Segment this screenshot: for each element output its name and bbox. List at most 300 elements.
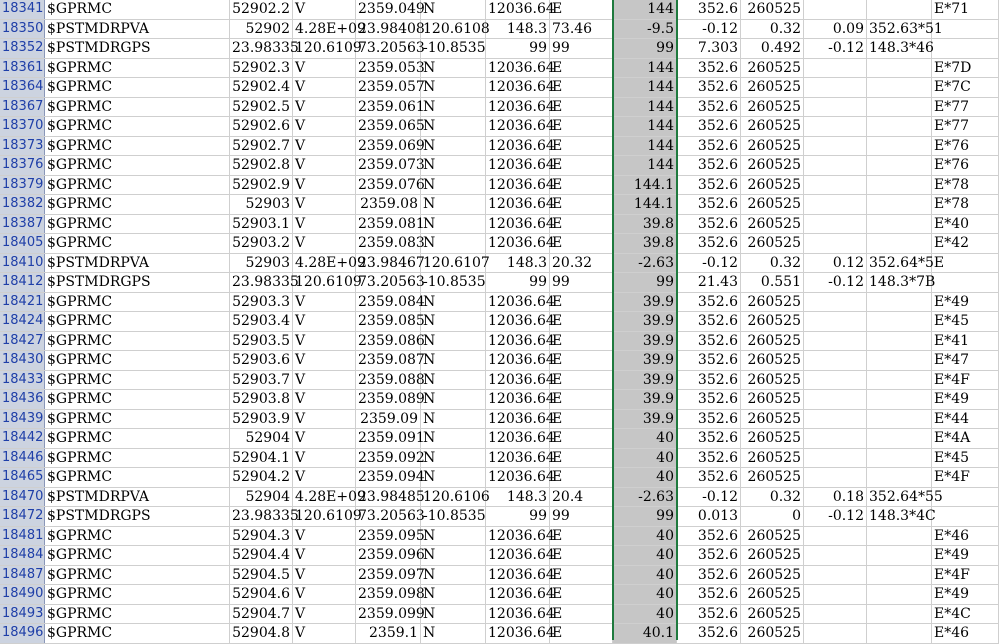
table-cell[interactable]: 260525 xyxy=(741,624,804,643)
table-cell[interactable] xyxy=(804,566,867,585)
table-cell[interactable]: $PSTMDRPVA xyxy=(45,254,230,273)
table-cell[interactable]: 0.18 xyxy=(804,488,867,507)
table-cell[interactable]: 40 xyxy=(613,468,677,487)
row-header[interactable]: 18367 xyxy=(0,98,45,117)
table-cell[interactable]: $PSTMDRGPS xyxy=(45,273,230,292)
table-cell[interactable]: 52904.1 xyxy=(230,449,293,468)
table-cell[interactable]: E*4A xyxy=(932,429,999,448)
table-cell[interactable]: E*46 xyxy=(932,624,999,643)
table-cell[interactable]: E*4C xyxy=(932,605,999,624)
table-cell[interactable]: E xyxy=(550,390,613,409)
table-cell[interactable]: 0.12 xyxy=(804,254,867,273)
table-cell[interactable] xyxy=(804,156,867,175)
table-cell[interactable]: 260525 xyxy=(741,527,804,546)
table-cell[interactable]: 2359.049 xyxy=(358,1,425,17)
table-cell[interactable]: 12036.64 xyxy=(488,586,555,602)
table-cell[interactable]: V xyxy=(293,312,356,331)
table-cell[interactable] xyxy=(867,624,932,643)
table-cell[interactable]: V xyxy=(293,137,356,156)
table-cell[interactable] xyxy=(804,410,867,429)
table-cell[interactable] xyxy=(932,507,999,526)
table-cell[interactable]: N xyxy=(421,156,486,175)
table-cell[interactable]: $GPRMC xyxy=(45,234,230,253)
table-cell[interactable] xyxy=(804,351,867,370)
table-cell[interactable]: 260525 xyxy=(741,176,804,195)
table-cell[interactable]: E xyxy=(550,195,613,214)
table-cell[interactable]: 2359.08 xyxy=(356,195,421,214)
table-cell[interactable]: $GPRMC xyxy=(45,312,230,331)
table-cell[interactable]: 52904.5 xyxy=(230,566,293,585)
table-cell[interactable]: 40 xyxy=(613,429,677,448)
table-cell[interactable]: 20.32 xyxy=(550,254,613,273)
table-cell[interactable]: 2359.069 xyxy=(358,137,425,154)
table-cell[interactable]: 2359.085 xyxy=(358,313,425,329)
row-header[interactable]: 18430 xyxy=(0,351,45,370)
table-cell[interactable]: V xyxy=(293,176,356,195)
table-cell[interactable]: 52904 xyxy=(230,488,293,507)
table-cell[interactable]: 12036.64 xyxy=(488,176,555,193)
table-cell[interactable]: 352.6 xyxy=(677,137,741,156)
table-cell[interactable]: N xyxy=(421,429,486,448)
table-cell[interactable]: 260525 xyxy=(741,410,804,429)
table-cell[interactable] xyxy=(867,566,932,585)
table-cell[interactable]: E*49 xyxy=(932,293,999,312)
table-cell[interactable]: N xyxy=(421,449,486,468)
table-cell[interactable]: 12036.64 xyxy=(488,98,555,115)
table-cell[interactable]: V xyxy=(293,410,356,429)
table-cell[interactable]: 52904.6 xyxy=(230,585,293,604)
table-cell[interactable]: 144 xyxy=(613,156,677,175)
table-cell[interactable]: 2359.091 xyxy=(358,430,425,446)
table-cell[interactable] xyxy=(867,293,932,312)
table-cell[interactable]: N xyxy=(421,176,486,195)
table-cell[interactable]: V xyxy=(293,351,356,370)
table-cell[interactable]: V xyxy=(293,624,356,643)
table-cell[interactable]: 260525 xyxy=(741,546,804,565)
table-cell[interactable]: 120.6109 xyxy=(295,274,362,290)
table-cell[interactable]: 52903.4 xyxy=(230,312,293,331)
table-cell[interactable]: $GPRMC xyxy=(45,137,230,156)
table-cell[interactable]: 2359.084 xyxy=(358,293,425,310)
table-cell[interactable]: V xyxy=(293,0,356,19)
table-cell[interactable]: 2359.061 xyxy=(358,98,425,115)
table-cell[interactable]: 99 xyxy=(550,273,613,292)
table-cell[interactable]: 144 xyxy=(613,137,677,156)
table-cell[interactable]: 0.09 xyxy=(804,20,867,39)
table-cell[interactable]: V xyxy=(293,195,356,214)
table-cell[interactable]: 23.98408 xyxy=(358,20,425,37)
table-cell[interactable]: $GPRMC xyxy=(45,546,230,565)
table-cell[interactable]: E*46 xyxy=(932,527,999,546)
table-cell[interactable]: 99 xyxy=(550,39,613,58)
table-cell[interactable]: 39.9 xyxy=(613,371,677,390)
table-cell[interactable]: $GPRMC xyxy=(45,98,230,117)
table-cell[interactable] xyxy=(867,0,932,19)
table-cell[interactable]: V xyxy=(293,429,356,448)
table-cell[interactable]: V xyxy=(293,449,356,468)
table-cell[interactable]: 52903.5 xyxy=(230,332,293,351)
row-header[interactable]: 18442 xyxy=(0,429,45,448)
table-cell[interactable]: $GPRMC xyxy=(45,566,230,585)
table-cell[interactable]: 99 xyxy=(486,39,550,58)
table-cell[interactable]: 12036.64 xyxy=(488,527,555,544)
table-cell[interactable] xyxy=(867,332,932,351)
table-cell[interactable]: E xyxy=(550,624,613,643)
table-cell[interactable]: 352.6 xyxy=(677,605,741,624)
table-cell[interactable]: 260525 xyxy=(741,59,804,78)
table-cell[interactable]: 39.9 xyxy=(613,410,677,429)
table-cell[interactable]: -0.12 xyxy=(804,273,867,292)
table-cell[interactable]: 21.43 xyxy=(677,273,741,292)
row-header[interactable]: 18361 xyxy=(0,59,45,78)
table-cell[interactable]: 12036.64 xyxy=(488,137,555,154)
table-cell[interactable]: 144.1 xyxy=(613,195,677,214)
table-cell[interactable]: 2359.099 xyxy=(358,605,425,622)
table-cell[interactable]: E xyxy=(550,410,613,429)
table-cell[interactable]: N xyxy=(421,371,486,390)
row-header[interactable]: 18446 xyxy=(0,449,45,468)
table-cell[interactable]: 2359.073 xyxy=(358,157,425,173)
row-header[interactable]: 18405 xyxy=(0,234,45,253)
table-cell[interactable]: 144 xyxy=(613,0,677,19)
table-cell[interactable]: 39.9 xyxy=(613,332,677,351)
table-cell[interactable] xyxy=(867,215,932,234)
table-cell[interactable]: $GPRMC xyxy=(45,449,230,468)
table-cell[interactable] xyxy=(867,468,932,487)
table-cell[interactable] xyxy=(804,195,867,214)
table-cell[interactable]: 39.9 xyxy=(613,293,677,312)
table-cell[interactable]: E*76 xyxy=(932,137,999,156)
table-cell[interactable]: E xyxy=(550,156,613,175)
table-cell[interactable]: 39.9 xyxy=(613,390,677,409)
table-cell[interactable]: N xyxy=(421,117,486,136)
table-cell[interactable]: 52904.4 xyxy=(230,546,293,565)
table-cell[interactable]: 2359.083 xyxy=(358,235,425,251)
table-cell[interactable]: V xyxy=(293,156,356,175)
table-cell[interactable] xyxy=(804,429,867,448)
table-cell[interactable]: E*77 xyxy=(932,117,999,136)
table-cell[interactable]: E xyxy=(550,176,613,195)
table-cell[interactable]: 148.3*4C xyxy=(869,508,936,524)
table-cell[interactable]: 2359.087 xyxy=(358,352,425,368)
row-header[interactable]: 18484 xyxy=(0,546,45,565)
table-cell[interactable]: N xyxy=(421,390,486,409)
row-header[interactable]: 18493 xyxy=(0,605,45,624)
table-cell[interactable]: -0.12 xyxy=(804,507,867,526)
row-header[interactable]: 18490 xyxy=(0,585,45,604)
table-cell[interactable]: E*71 xyxy=(932,0,999,19)
table-cell[interactable]: $GPRMC xyxy=(45,156,230,175)
table-cell[interactable]: 144.1 xyxy=(613,176,677,195)
table-cell[interactable]: 0.551 xyxy=(741,273,804,292)
table-cell[interactable]: $GPRMC xyxy=(45,605,230,624)
table-cell[interactable]: 52902 xyxy=(230,20,293,39)
row-header[interactable]: 18382 xyxy=(0,195,45,214)
table-cell[interactable]: E xyxy=(550,566,613,585)
table-cell[interactable] xyxy=(804,98,867,117)
table-cell[interactable]: 352.6 xyxy=(677,585,741,604)
table-cell[interactable]: 12036.64 xyxy=(488,391,555,407)
table-cell[interactable]: 260525 xyxy=(741,585,804,604)
table-cell[interactable] xyxy=(804,117,867,136)
table-cell[interactable] xyxy=(804,234,867,253)
table-cell[interactable]: 0 xyxy=(741,507,804,526)
table-cell[interactable]: 73.20563 xyxy=(358,274,425,290)
table-cell[interactable] xyxy=(867,137,932,156)
table-cell[interactable]: 2359.1 xyxy=(356,624,421,643)
table-cell[interactable]: 352.6 xyxy=(677,176,741,195)
table-cell[interactable]: E xyxy=(550,78,613,97)
table-cell[interactable] xyxy=(804,332,867,351)
table-cell[interactable] xyxy=(867,78,932,97)
table-cell[interactable]: 352.6 xyxy=(677,0,741,19)
table-cell[interactable]: 52904 xyxy=(230,429,293,448)
table-cell[interactable]: 352.6 xyxy=(677,98,741,117)
table-cell[interactable] xyxy=(804,585,867,604)
table-cell[interactable]: 260525 xyxy=(741,195,804,214)
table-cell[interactable]: N xyxy=(421,215,486,234)
table-cell[interactable]: 20.4 xyxy=(550,488,613,507)
table-cell[interactable]: V xyxy=(293,390,356,409)
table-cell[interactable]: 148.3*46 xyxy=(869,40,934,56)
table-cell[interactable]: 39.8 xyxy=(613,234,677,253)
table-cell[interactable]: $GPRMC xyxy=(45,117,230,136)
table-cell[interactable]: E xyxy=(550,371,613,390)
table-cell[interactable]: V xyxy=(293,605,356,624)
table-cell[interactable]: 260525 xyxy=(741,137,804,156)
table-cell[interactable] xyxy=(804,371,867,390)
table-cell[interactable] xyxy=(867,410,932,429)
table-cell[interactable]: 23.98335 xyxy=(232,508,299,524)
table-cell[interactable]: $GPRMC xyxy=(45,624,230,643)
table-cell[interactable] xyxy=(867,585,932,604)
table-cell[interactable]: 40 xyxy=(613,546,677,565)
table-cell[interactable]: -2.63 xyxy=(613,254,677,273)
table-cell[interactable]: 4.28E+09 xyxy=(295,20,366,37)
table-cell[interactable]: 2359.097 xyxy=(358,566,425,583)
table-cell[interactable]: 0.32 xyxy=(741,20,804,39)
table-cell[interactable]: 52902.3 xyxy=(230,59,293,78)
table-cell[interactable]: 352.64*55 xyxy=(869,488,943,505)
table-cell[interactable] xyxy=(867,390,932,409)
table-cell[interactable]: 52904.2 xyxy=(230,468,293,487)
table-cell[interactable]: 12036.64 xyxy=(488,235,555,251)
table-cell[interactable]: E xyxy=(550,215,613,234)
table-cell[interactable]: V xyxy=(293,78,356,97)
table-cell[interactable]: 120.6108 xyxy=(423,20,490,37)
table-cell[interactable]: E*47 xyxy=(932,351,999,370)
row-header[interactable]: 18436 xyxy=(0,390,45,409)
row-header[interactable]: 18352 xyxy=(0,39,45,58)
table-cell[interactable]: 260525 xyxy=(741,371,804,390)
table-cell[interactable] xyxy=(867,351,932,370)
table-cell[interactable] xyxy=(804,59,867,78)
table-cell[interactable]: 144 xyxy=(613,78,677,97)
table-cell[interactable] xyxy=(867,59,932,78)
table-cell[interactable]: -0.12 xyxy=(677,20,741,39)
table-cell[interactable]: N xyxy=(421,410,486,429)
row-header[interactable]: 18379 xyxy=(0,176,45,195)
table-cell[interactable]: 2359.095 xyxy=(358,527,425,544)
table-cell[interactable]: N xyxy=(421,137,486,156)
table-cell[interactable]: 39.9 xyxy=(613,351,677,370)
table-cell[interactable] xyxy=(867,371,932,390)
table-cell[interactable]: 120.6106 xyxy=(423,488,490,505)
table-cell[interactable]: 260525 xyxy=(741,351,804,370)
table-cell[interactable]: $PSTMDRPVA xyxy=(45,488,230,507)
table-cell[interactable]: V xyxy=(293,585,356,604)
row-header[interactable]: 18496 xyxy=(0,624,45,643)
table-cell[interactable]: E xyxy=(550,585,613,604)
row-header[interactable]: 18412 xyxy=(0,273,45,292)
table-cell[interactable] xyxy=(804,449,867,468)
row-header[interactable]: 18465 xyxy=(0,468,45,487)
table-cell[interactable]: $GPRMC xyxy=(45,0,230,19)
table-cell[interactable]: 0.013 xyxy=(677,507,741,526)
table-cell[interactable]: 52902.6 xyxy=(230,117,293,136)
table-cell[interactable]: V xyxy=(293,98,356,117)
table-cell[interactable]: 260525 xyxy=(741,605,804,624)
row-header[interactable]: 18470 xyxy=(0,488,45,507)
table-cell[interactable]: E xyxy=(550,98,613,117)
table-cell[interactable]: E xyxy=(550,332,613,351)
table-cell[interactable]: 12036.64 xyxy=(488,215,555,232)
table-cell[interactable]: 0.492 xyxy=(741,39,804,58)
table-cell[interactable]: E xyxy=(550,468,613,487)
table-cell[interactable]: 12036.64 xyxy=(488,371,555,388)
row-header[interactable]: 18472 xyxy=(0,507,45,526)
table-cell[interactable]: $GPRMC xyxy=(45,59,230,78)
table-cell[interactable]: 52903.3 xyxy=(230,293,293,312)
table-cell[interactable]: 12036.64 xyxy=(488,430,555,446)
table-cell[interactable] xyxy=(932,273,999,292)
row-header[interactable]: 18370 xyxy=(0,117,45,136)
table-cell[interactable]: 99 xyxy=(486,507,550,526)
table-cell[interactable]: E*78 xyxy=(932,195,999,214)
table-cell[interactable]: 260525 xyxy=(741,234,804,253)
table-cell[interactable]: E xyxy=(550,546,613,565)
table-cell[interactable]: 2359.057 xyxy=(358,79,425,95)
table-cell[interactable]: E*45 xyxy=(932,312,999,331)
table-cell[interactable]: E*49 xyxy=(932,546,999,565)
table-cell[interactable]: 2359.065 xyxy=(358,118,425,134)
table-cell[interactable]: 260525 xyxy=(741,78,804,97)
table-cell[interactable]: N xyxy=(421,293,486,312)
table-cell[interactable]: 23.98335 xyxy=(232,40,299,56)
table-cell[interactable]: 40 xyxy=(613,449,677,468)
table-cell[interactable]: V xyxy=(293,546,356,565)
table-cell[interactable]: 12036.64 xyxy=(488,469,555,485)
row-header[interactable]: 18487 xyxy=(0,566,45,585)
table-cell[interactable] xyxy=(932,20,999,39)
table-cell[interactable]: E xyxy=(550,0,613,19)
table-cell[interactable]: V xyxy=(293,332,356,351)
table-cell[interactable] xyxy=(867,312,932,331)
table-cell[interactable] xyxy=(804,176,867,195)
table-cell[interactable]: E xyxy=(550,527,613,546)
table-cell[interactable]: 12036.64 xyxy=(488,59,555,76)
table-cell[interactable]: 148.3 xyxy=(486,20,550,39)
row-header[interactable]: 18421 xyxy=(0,293,45,312)
table-cell[interactable]: N xyxy=(421,195,486,214)
table-cell[interactable]: 2359.096 xyxy=(358,547,425,563)
table-cell[interactable]: 120.6107 xyxy=(423,254,490,271)
table-cell[interactable]: 148.3 xyxy=(486,488,550,507)
table-cell[interactable]: 260525 xyxy=(741,449,804,468)
table-cell[interactable]: 352.6 xyxy=(677,234,741,253)
table-cell[interactable]: 52903.2 xyxy=(230,234,293,253)
table-cell[interactable]: 2359.098 xyxy=(358,586,425,602)
table-cell[interactable]: N xyxy=(421,59,486,78)
table-cell[interactable]: 40.1 xyxy=(613,624,677,643)
table-cell[interactable] xyxy=(867,195,932,214)
table-cell[interactable]: 73.46 xyxy=(550,20,613,39)
table-cell[interactable] xyxy=(867,234,932,253)
table-cell[interactable]: E*41 xyxy=(932,332,999,351)
table-cell[interactable]: 4.28E+09 xyxy=(295,488,366,505)
table-cell[interactable]: N xyxy=(421,332,486,351)
table-cell[interactable]: 12036.64 xyxy=(488,157,555,173)
table-cell[interactable]: 52903.8 xyxy=(230,390,293,409)
table-cell[interactable]: $GPRMC xyxy=(45,585,230,604)
table-cell[interactable]: N xyxy=(421,234,486,253)
table-cell[interactable]: -0.12 xyxy=(804,39,867,58)
table-cell[interactable]: 12036.64 xyxy=(488,118,555,134)
table-cell[interactable]: $GPRMC xyxy=(45,332,230,351)
table-cell[interactable] xyxy=(932,254,999,273)
table-cell[interactable]: $GPRMC xyxy=(45,215,230,234)
table-cell[interactable]: 352.6 xyxy=(677,351,741,370)
table-cell[interactable] xyxy=(867,98,932,117)
table-cell[interactable]: 260525 xyxy=(741,117,804,136)
table-cell[interactable]: $GPRMC xyxy=(45,78,230,97)
table-cell[interactable]: 52903 xyxy=(230,254,293,273)
table-cell[interactable]: E*42 xyxy=(932,234,999,253)
table-cell[interactable]: 352.6 xyxy=(677,59,741,78)
row-header[interactable]: 18410 xyxy=(0,254,45,273)
table-cell[interactable]: 7.303 xyxy=(677,39,741,58)
table-cell[interactable]: V xyxy=(293,468,356,487)
table-cell[interactable]: 352.6 xyxy=(677,78,741,97)
table-cell[interactable]: 23.98467 xyxy=(358,254,425,271)
table-cell[interactable]: 352.6 xyxy=(677,390,741,409)
table-cell[interactable]: 2359.086 xyxy=(358,332,425,349)
table-cell[interactable]: E xyxy=(550,449,613,468)
table-cell[interactable]: 352.64*5E xyxy=(869,254,945,271)
table-cell[interactable]: 352.6 xyxy=(677,332,741,351)
table-cell[interactable]: 52904.3 xyxy=(230,527,293,546)
table-cell[interactable]: 352.6 xyxy=(677,566,741,585)
table-cell[interactable]: $GPRMC xyxy=(45,293,230,312)
table-cell[interactable]: $PSTMDRGPS xyxy=(45,39,230,58)
table-cell[interactable]: 52904.7 xyxy=(230,605,293,624)
table-cell[interactable]: 52903.9 xyxy=(230,410,293,429)
table-cell[interactable]: 352.6 xyxy=(677,195,741,214)
table-cell[interactable]: $GPRMC xyxy=(45,351,230,370)
table-cell[interactable]: 99 xyxy=(613,273,677,292)
table-cell[interactable]: 12036.64 xyxy=(488,1,555,17)
table-cell[interactable]: N xyxy=(421,0,486,19)
table-cell[interactable] xyxy=(804,0,867,19)
table-cell[interactable]: 39.9 xyxy=(613,312,677,331)
table-cell[interactable]: 352.6 xyxy=(677,546,741,565)
table-cell[interactable]: E xyxy=(550,429,613,448)
table-cell[interactable]: 352.6 xyxy=(677,371,741,390)
table-cell[interactable]: 144 xyxy=(613,59,677,78)
table-cell[interactable]: 12036.64 xyxy=(488,566,555,583)
table-cell[interactable]: 260525 xyxy=(741,390,804,409)
table-cell[interactable] xyxy=(804,527,867,546)
